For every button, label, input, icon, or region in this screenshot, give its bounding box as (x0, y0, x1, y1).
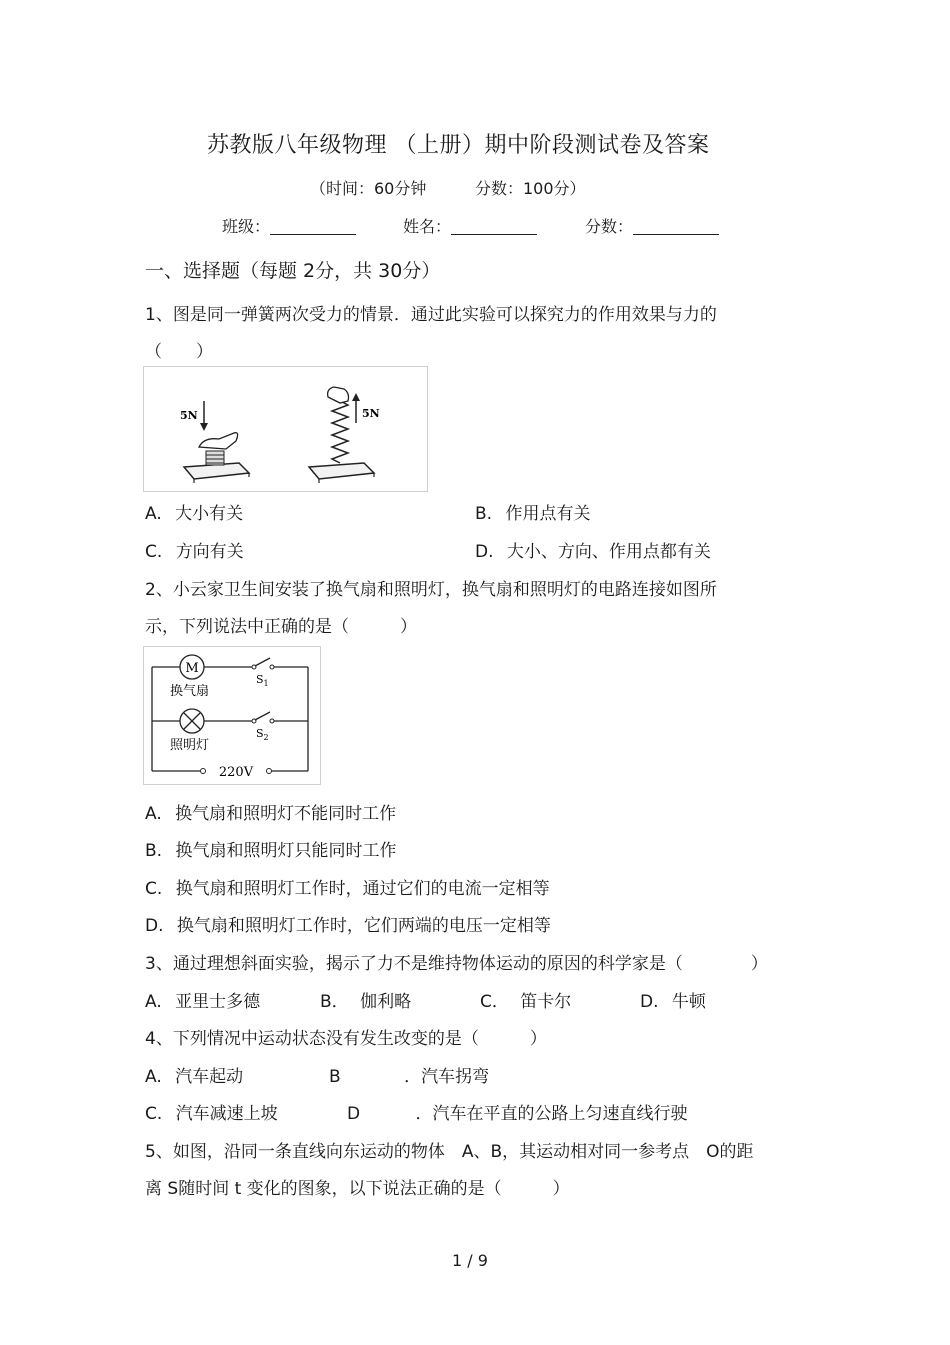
score-label: 分数： (585, 217, 634, 236)
switch-s1 (255, 658, 270, 666)
option-letter: D. (640, 992, 659, 1012)
option-text: ．汽车在平直的公路上匀速直线行驶 (415, 1104, 688, 1124)
option-text: 笛卡尔 (520, 992, 572, 1012)
circuit-figure (143, 646, 321, 785)
option-text: 大小、方向、作用点都有关 (506, 542, 711, 562)
q4-option-d[interactable] (347, 1099, 688, 1124)
q2-option-d[interactable] (145, 911, 551, 936)
option-letter: A. (145, 804, 162, 824)
option-letter: A. (145, 504, 162, 524)
q4-option-b[interactable] (329, 1062, 489, 1087)
class-blank[interactable] (270, 218, 356, 235)
page-title: 苏教版八年级物理 （上册）期中阶段测试卷及答案 (207, 133, 710, 158)
option-text: 大小有关 (175, 504, 244, 524)
question-1-paren: （ ） (145, 342, 213, 362)
option-text: 方向有关 (175, 542, 244, 562)
option-text: 换气扇和照明灯不能同时工作 (175, 804, 397, 824)
motor-letter: M (185, 661, 199, 676)
question-1-text: 1、图是同一弹簧两次受力的情景．通过此实验可以探究力的作用效果与力的 (145, 305, 717, 325)
question-3-text: 3、通过理想斜面实验，揭示了力不是维持物体运动的原因的科学家是（ ） (145, 954, 768, 974)
exam-total-score: 分数：100分） (475, 179, 586, 198)
option-text: 汽车减速上坡 (175, 1104, 278, 1124)
option-letter: D. (475, 542, 494, 562)
force-label-left: 5N (180, 409, 198, 422)
circuit-diagram (144, 647, 320, 784)
s2-label: $S_2$ (256, 727, 269, 742)
option-text: 亚里士多德 (175, 992, 261, 1012)
question-4-text: 4、下列情况中运动状态没有发生改变的是（ ） (145, 1029, 547, 1049)
q1-option-a[interactable] (145, 499, 243, 524)
option-text: 牛顿 (671, 992, 706, 1012)
option-letter: B. (145, 841, 163, 861)
option-letter: B. (475, 504, 493, 524)
force-label-right: 5N (362, 407, 380, 420)
q3-option-d[interactable] (640, 987, 706, 1012)
class-label: 班级： (222, 217, 271, 236)
q1-option-d[interactable] (475, 537, 711, 562)
option-letter: A. (145, 992, 162, 1012)
q2-option-a[interactable] (145, 799, 396, 824)
option-letter: D (347, 1104, 361, 1124)
option-letter: C． (480, 992, 509, 1012)
question-2-line2: 示，下列说法中正确的是（ ） (145, 617, 417, 637)
section-heading: 一、选择题（每题 2分，共 30分） (145, 260, 441, 282)
option-text: 换气扇和照明灯工作时，通过它们的电流一定相等 (175, 879, 550, 899)
name-label: 姓名： (403, 217, 452, 236)
q3-option-c[interactable] (480, 987, 571, 1012)
lamp-label: 照明灯 (170, 738, 210, 753)
q1-option-c[interactable] (145, 537, 244, 562)
q4-option-c[interactable] (145, 1099, 278, 1124)
option-letter: C. (145, 879, 163, 899)
q2-option-c[interactable] (145, 874, 550, 899)
option-letter: B． (320, 992, 349, 1012)
option-letter: A. (145, 1067, 162, 1087)
name-blank[interactable] (451, 218, 537, 235)
spring-figure (143, 366, 428, 492)
option-text: 伽利略 (360, 992, 412, 1012)
option-text: 换气扇和照明灯工作时，它们两端的电压一定相等 (176, 916, 551, 936)
fan-label: 换气扇 (170, 684, 210, 699)
score-blank[interactable] (633, 218, 719, 235)
question-5-line2: 离 S随时间 t 变化的图象，以下说法正确的是（ ） (145, 1179, 570, 1199)
option-letter: C. (145, 1104, 163, 1124)
q3-option-a[interactable] (145, 987, 260, 1012)
option-text: 作用点有关 (505, 504, 591, 524)
page-number: 1 / 9 (452, 1251, 488, 1270)
spring-illustration (144, 367, 427, 491)
s1-label: $S_1$ (256, 673, 269, 688)
question-2-line1: 2、小云家卫生间安装了换气扇和照明灯，换气扇和照明灯的电路连接如图所 (145, 580, 717, 600)
option-letter: C. (145, 542, 163, 562)
option-letter: D. (145, 916, 164, 936)
switch-s2 (255, 712, 270, 720)
q2-option-b[interactable] (145, 836, 396, 861)
exam-time: （时间：60分钟 (310, 179, 427, 198)
q4-option-a[interactable] (145, 1062, 243, 1087)
score-field (585, 214, 719, 237)
option-text: ．汽车拐弯 (404, 1067, 490, 1087)
option-text: 汽车起动 (175, 1067, 244, 1087)
q3-option-b[interactable] (320, 987, 411, 1012)
class-field (222, 214, 356, 237)
voltage-label: 220V (218, 765, 254, 780)
name-field (403, 214, 537, 237)
option-text: 换气扇和照明灯只能同时工作 (175, 841, 397, 861)
question-5-line1: 5、如图，沿同一条直线向东运动的物体 A、B，其运动相对同一参考点 O的距 (145, 1142, 754, 1162)
option-letter: B (329, 1067, 341, 1087)
q1-option-b[interactable] (475, 499, 590, 524)
